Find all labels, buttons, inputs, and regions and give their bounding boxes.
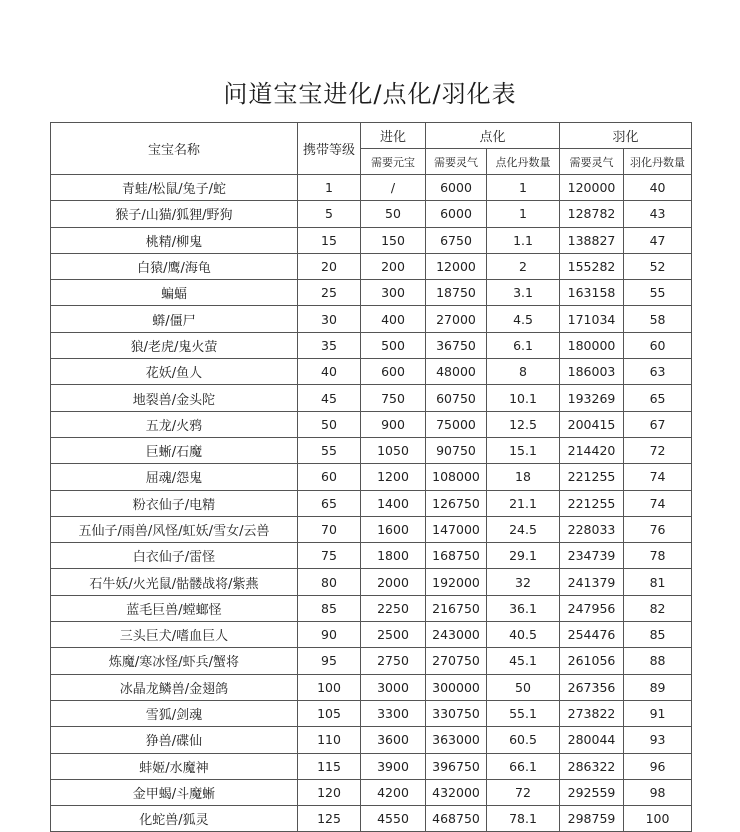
pet-name-cell: 猴子/山猫/狐狸/野狗 bbox=[51, 201, 298, 227]
pet-name-cell: 巨蜥/石魔 bbox=[51, 437, 298, 463]
lingqi-cell: 27000 bbox=[426, 306, 487, 332]
feather-lingqi-cell: 273822 bbox=[560, 700, 624, 726]
lingqi-cell: 396750 bbox=[426, 753, 487, 779]
pet-name-cell: 花妖/鱼人 bbox=[51, 359, 298, 385]
refine-pills-cell: 36.1 bbox=[487, 595, 560, 621]
lingqi-cell: 6750 bbox=[426, 227, 487, 253]
feather-lingqi-cell: 286322 bbox=[560, 753, 624, 779]
carry-level-cell: 115 bbox=[298, 753, 361, 779]
feather-lingqi-cell: 292559 bbox=[560, 779, 624, 805]
feather-pills-cell: 88 bbox=[624, 648, 692, 674]
feather-lingqi-cell: 261056 bbox=[560, 648, 624, 674]
carry-level-cell: 20 bbox=[298, 253, 361, 279]
refine-pills-cell: 29.1 bbox=[487, 543, 560, 569]
pet-name-cell: 金甲蝎/斗魔蜥 bbox=[51, 779, 298, 805]
header-lingqi: 需要灵气 bbox=[426, 149, 487, 175]
pet-name-cell: 化蛇兽/狐灵 bbox=[51, 806, 298, 832]
table-row bbox=[51, 595, 692, 621]
evolution-table bbox=[50, 122, 692, 832]
feather-pills-cell: 91 bbox=[624, 700, 692, 726]
feather-pills-cell: 82 bbox=[624, 595, 692, 621]
yuanbao-cell: 3900 bbox=[361, 753, 426, 779]
pet-name-cell: 三头巨犬/嗜血巨人 bbox=[51, 622, 298, 648]
table-row bbox=[51, 385, 692, 411]
refine-pills-cell: 4.5 bbox=[487, 306, 560, 332]
pet-name-cell: 冰晶龙鳞兽/金翅鸽 bbox=[51, 674, 298, 700]
refine-pills-cell: 10.1 bbox=[487, 385, 560, 411]
table-row bbox=[51, 490, 692, 516]
refine-pills-cell: 21.1 bbox=[487, 490, 560, 516]
carry-level-cell: 5 bbox=[298, 201, 361, 227]
carry-level-cell: 30 bbox=[298, 306, 361, 332]
lingqi-cell: 330750 bbox=[426, 700, 487, 726]
yuanbao-cell: 4550 bbox=[361, 806, 426, 832]
feather-lingqi-cell: 186003 bbox=[560, 359, 624, 385]
carry-level-cell: 1 bbox=[298, 175, 361, 201]
carry-level-cell: 70 bbox=[298, 516, 361, 542]
page-title: 问道宝宝进化/点化/羽化表 bbox=[223, 80, 517, 108]
pet-name-cell: 白猿/鹰/海龟 bbox=[51, 253, 298, 279]
feather-lingqi-cell: 234739 bbox=[560, 543, 624, 569]
feather-lingqi-cell: 128782 bbox=[560, 201, 624, 227]
refine-pills-cell: 50 bbox=[487, 674, 560, 700]
yuanbao-cell: 4200 bbox=[361, 779, 426, 805]
pet-name-cell: 五龙/火鸦 bbox=[51, 411, 298, 437]
table-row bbox=[51, 227, 692, 253]
carry-level-cell: 35 bbox=[298, 332, 361, 358]
pet-name-cell: 青蛙/松鼠/兔子/蛇 bbox=[51, 175, 298, 201]
feather-pills-cell: 81 bbox=[624, 569, 692, 595]
lingqi-cell: 108000 bbox=[426, 464, 487, 490]
yuanbao-cell: 150 bbox=[361, 227, 426, 253]
feather-pills-cell: 72 bbox=[624, 437, 692, 463]
lingqi-cell: 126750 bbox=[426, 490, 487, 516]
carry-level-cell: 40 bbox=[298, 359, 361, 385]
table-row bbox=[51, 411, 692, 437]
feather-pills-cell: 74 bbox=[624, 490, 692, 516]
refine-pills-cell: 1 bbox=[487, 201, 560, 227]
header-feather-pills: 羽化丹数量 bbox=[624, 149, 692, 175]
header-lingqi-feather: 需要灵气 bbox=[560, 149, 624, 175]
feather-pills-cell: 85 bbox=[624, 622, 692, 648]
refine-pills-cell: 1.1 bbox=[487, 227, 560, 253]
feather-lingqi-cell: 138827 bbox=[560, 227, 624, 253]
yuanbao-cell: 500 bbox=[361, 332, 426, 358]
feather-pills-cell: 63 bbox=[624, 359, 692, 385]
yuanbao-cell: 1400 bbox=[361, 490, 426, 516]
pet-name-cell: 蝙蝠 bbox=[51, 280, 298, 306]
carry-level-cell: 65 bbox=[298, 490, 361, 516]
header-name: 宝宝名称 bbox=[51, 123, 298, 175]
carry-level-cell: 100 bbox=[298, 674, 361, 700]
refine-pills-cell: 15.1 bbox=[487, 437, 560, 463]
refine-pills-cell: 32 bbox=[487, 569, 560, 595]
lingqi-cell: 6000 bbox=[426, 175, 487, 201]
pet-name-cell: 桃精/柳鬼 bbox=[51, 227, 298, 253]
yuanbao-cell: 400 bbox=[361, 306, 426, 332]
feather-lingqi-cell: 241379 bbox=[560, 569, 624, 595]
yuanbao-cell: 1600 bbox=[361, 516, 426, 542]
refine-pills-cell: 72 bbox=[487, 779, 560, 805]
feather-lingqi-cell: 120000 bbox=[560, 175, 624, 201]
refine-pills-cell: 6.1 bbox=[487, 332, 560, 358]
feather-pills-cell: 96 bbox=[624, 753, 692, 779]
lingqi-cell: 147000 bbox=[426, 516, 487, 542]
refine-pills-cell: 18 bbox=[487, 464, 560, 490]
lingqi-cell: 270750 bbox=[426, 648, 487, 674]
table-row bbox=[51, 359, 692, 385]
lingqi-cell: 6000 bbox=[426, 201, 487, 227]
yuanbao-cell: 2000 bbox=[361, 569, 426, 595]
refine-pills-cell: 24.5 bbox=[487, 516, 560, 542]
feather-lingqi-cell: 228033 bbox=[560, 516, 624, 542]
table-row bbox=[51, 543, 692, 569]
yuanbao-cell: 600 bbox=[361, 359, 426, 385]
feather-lingqi-cell: 180000 bbox=[560, 332, 624, 358]
pet-name-cell: 雪狐/剑魂 bbox=[51, 700, 298, 726]
feather-lingqi-cell: 171034 bbox=[560, 306, 624, 332]
carry-level-cell: 105 bbox=[298, 700, 361, 726]
table-row bbox=[51, 674, 692, 700]
yuanbao-cell: 900 bbox=[361, 411, 426, 437]
yuanbao-cell: 2750 bbox=[361, 648, 426, 674]
feather-pills-cell: 47 bbox=[624, 227, 692, 253]
refine-pills-cell: 1 bbox=[487, 175, 560, 201]
feather-pills-cell: 100 bbox=[624, 806, 692, 832]
carry-level-cell: 25 bbox=[298, 280, 361, 306]
pet-name-cell: 狰兽/碟仙 bbox=[51, 727, 298, 753]
feather-lingqi-cell: 200415 bbox=[560, 411, 624, 437]
yuanbao-cell: 3000 bbox=[361, 674, 426, 700]
feather-pills-cell: 65 bbox=[624, 385, 692, 411]
table-row bbox=[51, 700, 692, 726]
feather-lingqi-cell: 247956 bbox=[560, 595, 624, 621]
refine-pills-cell: 60.5 bbox=[487, 727, 560, 753]
feather-pills-cell: 43 bbox=[624, 201, 692, 227]
feather-lingqi-cell: 280044 bbox=[560, 727, 624, 753]
feather-pills-cell: 89 bbox=[624, 674, 692, 700]
table-row bbox=[51, 332, 692, 358]
refine-pills-cell: 66.1 bbox=[487, 753, 560, 779]
feather-lingqi-cell: 214420 bbox=[560, 437, 624, 463]
table-row bbox=[51, 622, 692, 648]
lingqi-cell: 243000 bbox=[426, 622, 487, 648]
lingqi-cell: 192000 bbox=[426, 569, 487, 595]
refine-pills-cell: 3.1 bbox=[487, 280, 560, 306]
lingqi-cell: 12000 bbox=[426, 253, 487, 279]
carry-level-cell: 120 bbox=[298, 779, 361, 805]
feather-lingqi-cell: 298759 bbox=[560, 806, 624, 832]
feather-lingqi-cell: 193269 bbox=[560, 385, 624, 411]
yuanbao-cell: 50 bbox=[361, 201, 426, 227]
table-row bbox=[51, 306, 692, 332]
table-row bbox=[51, 516, 692, 542]
table-row bbox=[51, 727, 692, 753]
table-row bbox=[51, 201, 692, 227]
refine-pills-cell: 40.5 bbox=[487, 622, 560, 648]
carry-level-cell: 45 bbox=[298, 385, 361, 411]
pet-name-cell: 白衣仙子/雷怪 bbox=[51, 543, 298, 569]
feather-pills-cell: 40 bbox=[624, 175, 692, 201]
feather-pills-cell: 55 bbox=[624, 280, 692, 306]
pet-name-cell: 石牛妖/火光鼠/骷髅战将/紫燕 bbox=[51, 569, 298, 595]
pet-name-cell: 五仙子/雨兽/风怪/虹妖/雪女/云兽 bbox=[51, 516, 298, 542]
yuanbao-cell: 1200 bbox=[361, 464, 426, 490]
table-row bbox=[51, 569, 692, 595]
carry-level-cell: 110 bbox=[298, 727, 361, 753]
pet-name-cell: 粉衣仙子/电精 bbox=[51, 490, 298, 516]
lingqi-cell: 60750 bbox=[426, 385, 487, 411]
table-row bbox=[51, 806, 692, 832]
feather-lingqi-cell: 155282 bbox=[560, 253, 624, 279]
carry-level-cell: 80 bbox=[298, 569, 361, 595]
yuanbao-cell: 750 bbox=[361, 385, 426, 411]
refine-pills-cell: 78.1 bbox=[487, 806, 560, 832]
yuanbao-cell: 2250 bbox=[361, 595, 426, 621]
feather-lingqi-cell: 221255 bbox=[560, 490, 624, 516]
carry-level-cell: 15 bbox=[298, 227, 361, 253]
feather-pills-cell: 76 bbox=[624, 516, 692, 542]
lingqi-cell: 300000 bbox=[426, 674, 487, 700]
yuanbao-cell: 2500 bbox=[361, 622, 426, 648]
table-row bbox=[51, 648, 692, 674]
feather-pills-cell: 78 bbox=[624, 543, 692, 569]
yuanbao-cell: 3300 bbox=[361, 700, 426, 726]
refine-pills-cell: 2 bbox=[487, 253, 560, 279]
table-row bbox=[51, 280, 692, 306]
feather-lingqi-cell: 267356 bbox=[560, 674, 624, 700]
header-evolve: 进化 bbox=[361, 123, 426, 149]
carry-level-cell: 55 bbox=[298, 437, 361, 463]
yuanbao-cell: 1800 bbox=[361, 543, 426, 569]
lingqi-cell: 216750 bbox=[426, 595, 487, 621]
yuanbao-cell: / bbox=[361, 175, 426, 201]
pet-name-cell: 屈魂/怨鬼 bbox=[51, 464, 298, 490]
feather-pills-cell: 52 bbox=[624, 253, 692, 279]
carry-level-cell: 125 bbox=[298, 806, 361, 832]
table-row bbox=[51, 437, 692, 463]
carry-level-cell: 60 bbox=[298, 464, 361, 490]
feather-lingqi-cell: 254476 bbox=[560, 622, 624, 648]
feather-pills-cell: 60 bbox=[624, 332, 692, 358]
table-row bbox=[51, 753, 692, 779]
table-row bbox=[51, 779, 692, 805]
carry-level-cell: 75 bbox=[298, 543, 361, 569]
lingqi-cell: 363000 bbox=[426, 727, 487, 753]
carry-level-cell: 90 bbox=[298, 622, 361, 648]
header-level: 携带等级 bbox=[298, 123, 361, 175]
pet-name-cell: 狼/老虎/鬼火萤 bbox=[51, 332, 298, 358]
header-feather: 羽化 bbox=[560, 123, 692, 149]
lingqi-cell: 468750 bbox=[426, 806, 487, 832]
lingqi-cell: 168750 bbox=[426, 543, 487, 569]
feather-lingqi-cell: 221255 bbox=[560, 464, 624, 490]
table-row bbox=[51, 253, 692, 279]
feather-pills-cell: 74 bbox=[624, 464, 692, 490]
lingqi-cell: 48000 bbox=[426, 359, 487, 385]
pet-name-cell: 蟒/僵尸 bbox=[51, 306, 298, 332]
feather-pills-cell: 67 bbox=[624, 411, 692, 437]
yuanbao-cell: 3600 bbox=[361, 727, 426, 753]
table-row bbox=[51, 175, 692, 201]
pet-name-cell: 地裂兽/金头陀 bbox=[51, 385, 298, 411]
pet-name-cell: 炼魔/寒冰怪/虾兵/蟹将 bbox=[51, 648, 298, 674]
refine-pills-cell: 45.1 bbox=[487, 648, 560, 674]
lingqi-cell: 36750 bbox=[426, 332, 487, 358]
yuanbao-cell: 1050 bbox=[361, 437, 426, 463]
header-yuanbao: 需要元宝 bbox=[361, 149, 426, 175]
yuanbao-cell: 200 bbox=[361, 253, 426, 279]
feather-pills-cell: 58 bbox=[624, 306, 692, 332]
feather-pills-cell: 93 bbox=[624, 727, 692, 753]
feather-pills-cell: 98 bbox=[624, 779, 692, 805]
lingqi-cell: 18750 bbox=[426, 280, 487, 306]
refine-pills-cell: 8 bbox=[487, 359, 560, 385]
lingqi-cell: 75000 bbox=[426, 411, 487, 437]
table-row bbox=[51, 464, 692, 490]
feather-lingqi-cell: 163158 bbox=[560, 280, 624, 306]
carry-level-cell: 50 bbox=[298, 411, 361, 437]
yuanbao-cell: 300 bbox=[361, 280, 426, 306]
header-refine: 点化 bbox=[426, 123, 560, 149]
table-body bbox=[51, 175, 692, 832]
pet-name-cell: 蚌姬/水魔神 bbox=[51, 753, 298, 779]
carry-level-cell: 85 bbox=[298, 595, 361, 621]
refine-pills-cell: 12.5 bbox=[487, 411, 560, 437]
pet-name-cell: 蓝毛巨兽/螳螂怪 bbox=[51, 595, 298, 621]
refine-pills-cell: 55.1 bbox=[487, 700, 560, 726]
carry-level-cell: 95 bbox=[298, 648, 361, 674]
lingqi-cell: 90750 bbox=[426, 437, 487, 463]
header-refine-pills: 点化丹数量 bbox=[487, 149, 560, 175]
lingqi-cell: 432000 bbox=[426, 779, 487, 805]
